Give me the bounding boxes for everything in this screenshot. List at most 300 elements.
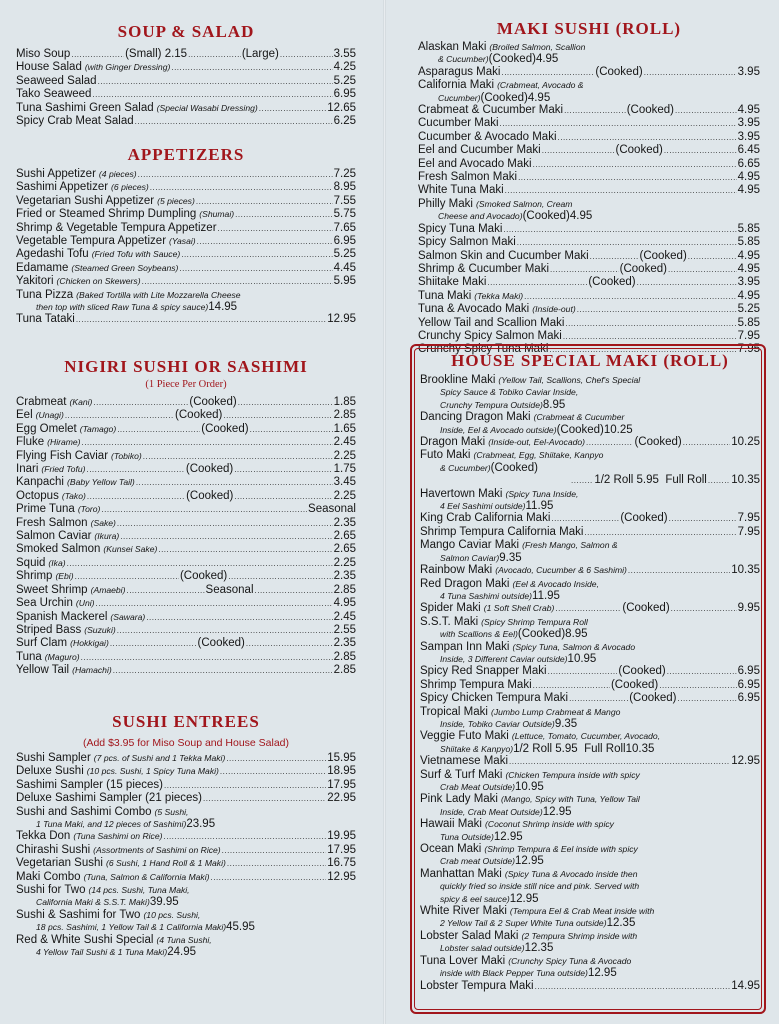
menu-item-continuation	[420, 590, 760, 602]
dot-leader	[150, 182, 333, 194]
item-price: 12.95	[542, 805, 572, 818]
item-description: (Hokkigai)	[70, 638, 109, 649]
menu-item	[16, 844, 356, 857]
menu-item-line	[16, 409, 356, 422]
item-name: Chirashi Sushi	[16, 843, 91, 856]
item-note: (Cooked)	[629, 692, 677, 705]
item-name: Red & White Sushi Special	[16, 933, 154, 946]
item-price: 3.95	[737, 117, 760, 130]
dot-leader	[577, 304, 737, 316]
item-price: 45.95	[226, 921, 255, 934]
menu-item-continuation	[420, 718, 760, 730]
item-price: 10.35	[731, 564, 760, 577]
menu-item-line	[418, 317, 760, 330]
menu-item	[16, 248, 356, 261]
menu-item-line	[16, 463, 356, 476]
item-price: 19.95	[327, 830, 356, 843]
menu-item-line	[418, 144, 760, 157]
menu-item	[16, 570, 356, 583]
menu-item	[16, 423, 356, 436]
item-description: (6 Sushi, 1 Hand Roll & 1 Maki)	[105, 858, 226, 869]
menu-item	[16, 195, 356, 208]
item-name: Veggie Futo Maki	[420, 730, 509, 743]
item-name: Dragon Maki	[420, 436, 486, 449]
menu-item	[420, 526, 760, 539]
item-description-cont: 18 pcs. Sashimi, 1 Yellow Tail & 1 California Maki)	[36, 922, 227, 933]
menu-item-line	[420, 436, 760, 449]
dot-leader	[136, 477, 333, 489]
dot-leader	[644, 67, 737, 79]
menu-item	[420, 488, 760, 513]
item-price: 12.95	[587, 967, 617, 980]
item-note: (Cooked)	[517, 628, 566, 641]
item-price: 2.25	[333, 449, 356, 462]
menu-item	[418, 171, 760, 184]
item-name: California Maki	[418, 79, 495, 92]
item-price: 12.35	[606, 917, 636, 930]
item-price: 5.85	[737, 222, 760, 235]
item-price: 1.75	[333, 463, 356, 476]
menu-item-line	[16, 275, 356, 288]
menu-item	[420, 374, 760, 411]
item-name: Shrimp Tempura California Maki	[420, 525, 584, 538]
appetizers-list	[16, 168, 356, 327]
item-name: Surf Clam	[16, 637, 68, 650]
item-name: Sushi and Sashimi Combo	[16, 805, 152, 818]
item-description: (Chicken Tempura inside with spicy	[505, 769, 640, 780]
menu-item-continuation	[420, 893, 760, 905]
menu-item-continuation	[16, 921, 356, 933]
item-name: Sweet Shrimp	[16, 583, 88, 596]
dot-leader	[584, 527, 736, 539]
menu-item-line	[420, 905, 760, 917]
menu-item	[16, 830, 356, 843]
dot-leader	[117, 518, 333, 530]
item-name: Kanpachi	[16, 476, 64, 489]
dot-leader	[564, 105, 626, 117]
item-name: Vegetarian Sushi Appetizer	[16, 194, 155, 207]
item-name: Vegetarian Sushi	[16, 857, 103, 870]
menu-item-line	[16, 181, 356, 194]
menu-item-line	[16, 806, 356, 818]
menu-item	[420, 449, 760, 487]
dot-leader	[158, 544, 332, 556]
nigiri-heading: NIGIRI SUSHI OR SASHIMI	[64, 357, 308, 376]
menu-item-line	[420, 526, 760, 539]
menu-item	[16, 611, 356, 624]
item-price: 12.95	[509, 892, 539, 905]
menu-item-continuation	[16, 896, 356, 908]
item-price: 4.95	[737, 184, 760, 197]
menu-item	[16, 289, 356, 314]
dot-leader	[669, 513, 737, 525]
menu-item-line	[420, 641, 760, 653]
menu-item	[16, 637, 356, 650]
item-price: 11.95	[525, 500, 554, 513]
item-note: (Cooked)	[186, 489, 234, 502]
item-price: 3.95	[737, 130, 760, 143]
item-price: 6.95	[737, 678, 760, 691]
dot-leader	[667, 666, 737, 678]
item-note: (Cooked)	[622, 602, 670, 615]
item-name: Lobster Tempura Maki	[420, 979, 534, 992]
dot-leader	[255, 585, 333, 597]
menu-item	[420, 436, 760, 449]
item-description: (Mango, Spicy with Tuna, Yellow Tail	[500, 794, 640, 805]
menu-item-line	[16, 570, 356, 583]
item-name: House Salad	[16, 61, 82, 74]
menu-item-line	[16, 235, 356, 248]
menu-item	[16, 857, 356, 870]
item-name: Yellow Tail and Scallion Maki	[418, 316, 565, 329]
menu-item-line	[418, 79, 760, 91]
item-name: Shrimp Tempura Maki	[420, 678, 532, 691]
item-price: 12.65	[327, 101, 356, 114]
item-description-cont: Inside, Crab Meat Outside)	[440, 806, 543, 817]
menu-item-line	[418, 303, 760, 316]
item-price: 5.25	[737, 303, 760, 316]
entrees-heading: SUSHI ENTREES	[112, 712, 260, 731]
dot-leader	[76, 314, 326, 326]
dot-leader	[117, 424, 200, 436]
menu-item-line	[418, 117, 760, 130]
item-note: Seasonal	[205, 583, 254, 596]
item-price: 14.95	[208, 301, 238, 314]
dot-leader	[628, 565, 730, 577]
menu-item	[420, 730, 760, 755]
soup-salad-list	[16, 48, 356, 128]
menu-item-continuation	[420, 967, 760, 979]
menu-item	[418, 290, 760, 303]
menu-item	[16, 48, 356, 61]
dot-leader	[117, 625, 333, 637]
menu-item-continuation	[420, 855, 760, 867]
item-price: 7.65	[333, 221, 356, 234]
item-note: (Large)	[241, 48, 279, 60]
item-price: 12.95	[493, 830, 523, 843]
item-name: White River Maki	[420, 905, 507, 918]
dot-leader	[98, 76, 333, 88]
item-note: (Cooked)	[634, 436, 682, 449]
menu-item-line	[16, 208, 356, 221]
menu-item	[16, 543, 356, 556]
item-price: 7.95	[737, 512, 760, 525]
item-description-cont: 4 Yellow Tail Sushi & 1 Tuna Maki)	[36, 947, 168, 958]
menu-item	[420, 755, 760, 768]
item-price: 2.25	[333, 489, 356, 502]
menu-item	[16, 934, 356, 959]
menu-item-line	[420, 411, 760, 423]
menu-item-line	[420, 679, 760, 692]
item-description-cont: Lobster salad outside)	[440, 943, 525, 954]
menu-item-line	[16, 664, 356, 677]
item-description: (Amaebi)	[90, 584, 126, 595]
menu-item-line	[420, 730, 760, 742]
item-description-cont: Spicy Sauce & Tobiko Caviar Inside,	[440, 387, 579, 398]
menu-item-line	[16, 752, 356, 765]
item-note: (Cooked)	[185, 463, 234, 476]
item-name: Octopus	[16, 489, 59, 502]
item-description-cont: Inside, Eel & Avocado outside)	[440, 424, 557, 435]
item-name: Agedashi Tofu	[16, 248, 89, 261]
dot-leader	[524, 291, 736, 303]
item-description: (Shrimp Tempura & Eel inside with spicy	[484, 844, 638, 855]
item-name: Shrimp & Vegetable Tempura Appetizer	[16, 221, 217, 234]
menu-item-line	[420, 818, 760, 830]
item-name: Prime Tuna	[16, 503, 75, 516]
item-price: 2.25	[333, 556, 356, 569]
item-price: 2.65	[333, 530, 356, 543]
item-description: (Baked Tortilla with Lite Mozzarella Cheese	[76, 289, 241, 300]
menu-item-continuation	[420, 653, 760, 665]
item-name: Tuna Sashimi Green Salad	[16, 101, 154, 114]
dot-leader	[222, 845, 327, 857]
menu-item-line	[16, 248, 356, 261]
dot-leader	[542, 145, 615, 157]
item-name: S.S.T. Maki	[420, 615, 479, 628]
item-description: (Maguro)	[44, 651, 80, 662]
menu-item-line	[418, 263, 760, 276]
menu-item	[420, 769, 760, 794]
item-name: Spanish Mackerel	[16, 610, 108, 623]
item-price: 2.45	[333, 436, 356, 449]
item-description: (7 pcs. of Sushi and 1 Tekka Maki)	[93, 753, 226, 763]
dot-leader	[671, 603, 737, 615]
item-name: Dancing Dragon Maki	[420, 411, 531, 424]
menu-item-continuation	[420, 500, 760, 512]
item-name: Deluxe Sashimi Sampler (21 pieces)	[16, 792, 202, 805]
menu-item-line	[420, 793, 760, 805]
menu-item	[16, 235, 356, 248]
item-note: (Cooked)	[626, 104, 674, 117]
item-name: Crabmeat	[16, 396, 67, 408]
item-description: (Ebi)	[55, 571, 74, 582]
item-description: (Assortments of Sashimi on Rice)	[93, 844, 221, 855]
item-name: Salmon Caviar	[16, 530, 92, 543]
item-name: Brookline Maki	[420, 374, 496, 386]
menu-item-line	[16, 792, 356, 805]
item-name: Fresh Salmon	[16, 516, 88, 529]
item-name: Yellow Tail	[16, 664, 70, 677]
dot-leader	[223, 410, 332, 422]
item-description: (Baby Yellow Tail)	[66, 477, 135, 488]
dot-leader	[86, 464, 184, 476]
menu-item	[420, 665, 760, 678]
item-note: (Cooked)	[615, 144, 663, 157]
maki-heading: MAKI SUSHI (ROLL)	[496, 19, 682, 38]
half-roll-price: 1/2 Roll 5.95	[513, 742, 578, 755]
item-name: Sashimi Sampler (15 pieces)	[16, 778, 164, 791]
menu-item	[418, 66, 760, 79]
item-name: Inari	[16, 463, 39, 476]
menu-item	[420, 641, 760, 666]
item-note: (Cooked)	[490, 461, 538, 474]
item-price: 4.95	[737, 289, 760, 302]
item-note: (Cooked)	[556, 423, 604, 436]
menu-item	[420, 512, 760, 525]
item-description: (Suzuki)	[84, 624, 116, 635]
menu-item	[418, 276, 760, 289]
item-name: Egg Omelet	[16, 422, 77, 435]
item-name: Spicy Crab Meat Salad	[16, 115, 134, 128]
menu-item-line	[16, 313, 356, 326]
dot-leader	[234, 464, 332, 476]
item-description: (5 pieces)	[157, 195, 195, 206]
dot-leader	[590, 251, 639, 263]
menu-item	[16, 222, 356, 235]
item-description: (Broiled Salmon, Scallion	[489, 42, 586, 52]
item-price: 5.85	[737, 316, 760, 329]
item-name: Alaskan Maki	[418, 41, 487, 53]
menu-item	[420, 692, 760, 705]
menu-item-line	[16, 88, 356, 101]
item-description: (Jumbo Lump Crabmeat & Mango	[490, 706, 621, 717]
item-price: 1.65	[333, 422, 356, 435]
item-price: 8.95	[565, 628, 588, 641]
item-description: (with Ginger Dressing)	[84, 62, 171, 73]
nigiri-subtitle: (1 Piece Per Order)	[145, 379, 227, 390]
menu-item-continuation	[420, 880, 760, 892]
item-description: (Sake)	[90, 517, 116, 528]
menu-item	[418, 303, 760, 316]
menu-item-line	[420, 868, 760, 880]
menu-item-line	[16, 102, 356, 115]
menu-item	[420, 706, 760, 731]
menu-item	[420, 868, 760, 905]
dot-leader	[505, 185, 737, 197]
dot-leader	[196, 196, 333, 208]
item-description: (Tako)	[61, 490, 86, 501]
menu-item-line	[420, 706, 760, 718]
item-name: Tako Seaweed	[16, 88, 92, 101]
item-price: 6.95	[333, 235, 356, 248]
dot-leader	[81, 652, 333, 664]
menu-item	[16, 115, 356, 128]
menu-item-line	[16, 476, 356, 489]
menu-item-line	[16, 651, 356, 664]
item-price: 10.95	[567, 652, 597, 665]
item-description: (Yasai)	[169, 236, 196, 247]
dot-leader	[238, 397, 333, 409]
item-description: (Tuna, Salmon & California Maki)	[83, 871, 210, 882]
dot-leader	[246, 638, 333, 650]
menu-item-continuation	[16, 946, 356, 958]
menu-item	[420, 539, 760, 564]
menu-item	[420, 793, 760, 818]
menu-item-continuation	[420, 552, 760, 564]
dot-leader	[586, 437, 633, 449]
menu-item	[16, 262, 356, 275]
dot-leader	[146, 612, 332, 624]
item-name: Tekka Don	[16, 830, 71, 843]
item-name: Asparagus Maki	[418, 65, 501, 78]
appetizers-heading: APPETIZERS	[127, 145, 245, 164]
menu-item-continuation	[420, 424, 760, 436]
menu-item-continuation	[418, 53, 760, 65]
dot-leader	[235, 209, 332, 221]
item-price: 5.25	[333, 74, 356, 87]
item-note: (Cooked)	[595, 65, 643, 78]
menu-item-line	[16, 624, 356, 637]
item-price: 4.95	[737, 171, 760, 184]
item-price: 4.95	[737, 104, 760, 117]
item-description: (Eel & Avocado Inside,	[512, 578, 599, 589]
item-name: Flying Fish Caviar	[16, 449, 109, 462]
item-name: Vietnamese Maki	[420, 755, 508, 768]
item-price: 4.95	[535, 53, 559, 66]
item-name: Pink Lady Maki	[420, 793, 498, 806]
menu-item	[16, 752, 356, 765]
item-price: 7.95	[737, 329, 760, 342]
full-roll-label: Full Roll	[584, 742, 626, 755]
item-name: Miso Soup	[16, 48, 71, 60]
menu-item-continuation	[420, 399, 760, 411]
item-description: (2 Tempura Shrimp inside with	[521, 930, 638, 941]
item-name: Rainbow Maki	[420, 564, 493, 577]
dot-leader	[683, 437, 730, 449]
dot-leader	[518, 172, 737, 184]
item-price: 4.25	[333, 61, 356, 74]
menu-item	[16, 624, 356, 637]
dot-leader	[668, 264, 737, 276]
item-description-cont: California Maki & S.S.T. Maki)	[36, 897, 150, 908]
item-price: 22.95	[327, 792, 356, 805]
dot-leader	[96, 598, 333, 610]
item-description: (Shumai)	[199, 209, 235, 220]
menu-item-line	[16, 168, 356, 181]
dot-leader	[664, 145, 737, 157]
item-description: (5 Sushi,	[154, 806, 189, 817]
menu-item	[16, 396, 356, 409]
item-description: (Special Wasabi Dressing)	[156, 102, 258, 113]
menu-item-line	[16, 557, 356, 570]
menu-item-line	[420, 449, 760, 461]
item-description: (Chicken on Skewers)	[56, 276, 141, 287]
menu-item-line	[420, 578, 760, 590]
menu-item	[16, 61, 356, 74]
item-description: (Crabmeat & Cucumber	[533, 412, 625, 423]
dot-leader	[67, 558, 333, 570]
item-price: 16.75	[327, 857, 356, 870]
menu-item	[420, 930, 760, 955]
menu-item	[420, 955, 760, 980]
item-note: (Cooked)	[175, 409, 223, 422]
menu-item-line	[420, 955, 760, 967]
item-price: 8.95	[333, 181, 356, 194]
dot-leader	[87, 491, 185, 503]
item-description: (Ikura)	[94, 531, 120, 542]
item-description: (Kani)	[69, 397, 93, 407]
item-price: 10.35	[731, 474, 760, 487]
dot-leader	[503, 224, 736, 236]
item-description: (Coconut Shrimp inside with spicy	[485, 819, 614, 830]
item-price: 5.95	[333, 275, 356, 288]
item-name: Spider Maki	[420, 602, 481, 615]
item-price: 6.65	[737, 157, 760, 170]
item-price: 10.35	[625, 742, 655, 755]
item-description: (Tamago)	[79, 423, 117, 434]
menu-item-line	[418, 184, 760, 197]
item-description-cont: 1 Tuna Maki, and 12 pieces of Sashimi)	[36, 819, 187, 830]
item-price: 5.75	[333, 208, 356, 221]
dot-leader	[550, 264, 619, 276]
dot-leader	[93, 397, 188, 409]
item-name: Cucumber & Avocado Maki	[418, 130, 557, 143]
dot-leader	[637, 277, 737, 289]
dot-leader	[188, 49, 241, 61]
item-description: (Crabmeat, Egg, Shiitake, Kanpyo	[473, 450, 604, 461]
menu-item-continuation	[418, 92, 760, 104]
